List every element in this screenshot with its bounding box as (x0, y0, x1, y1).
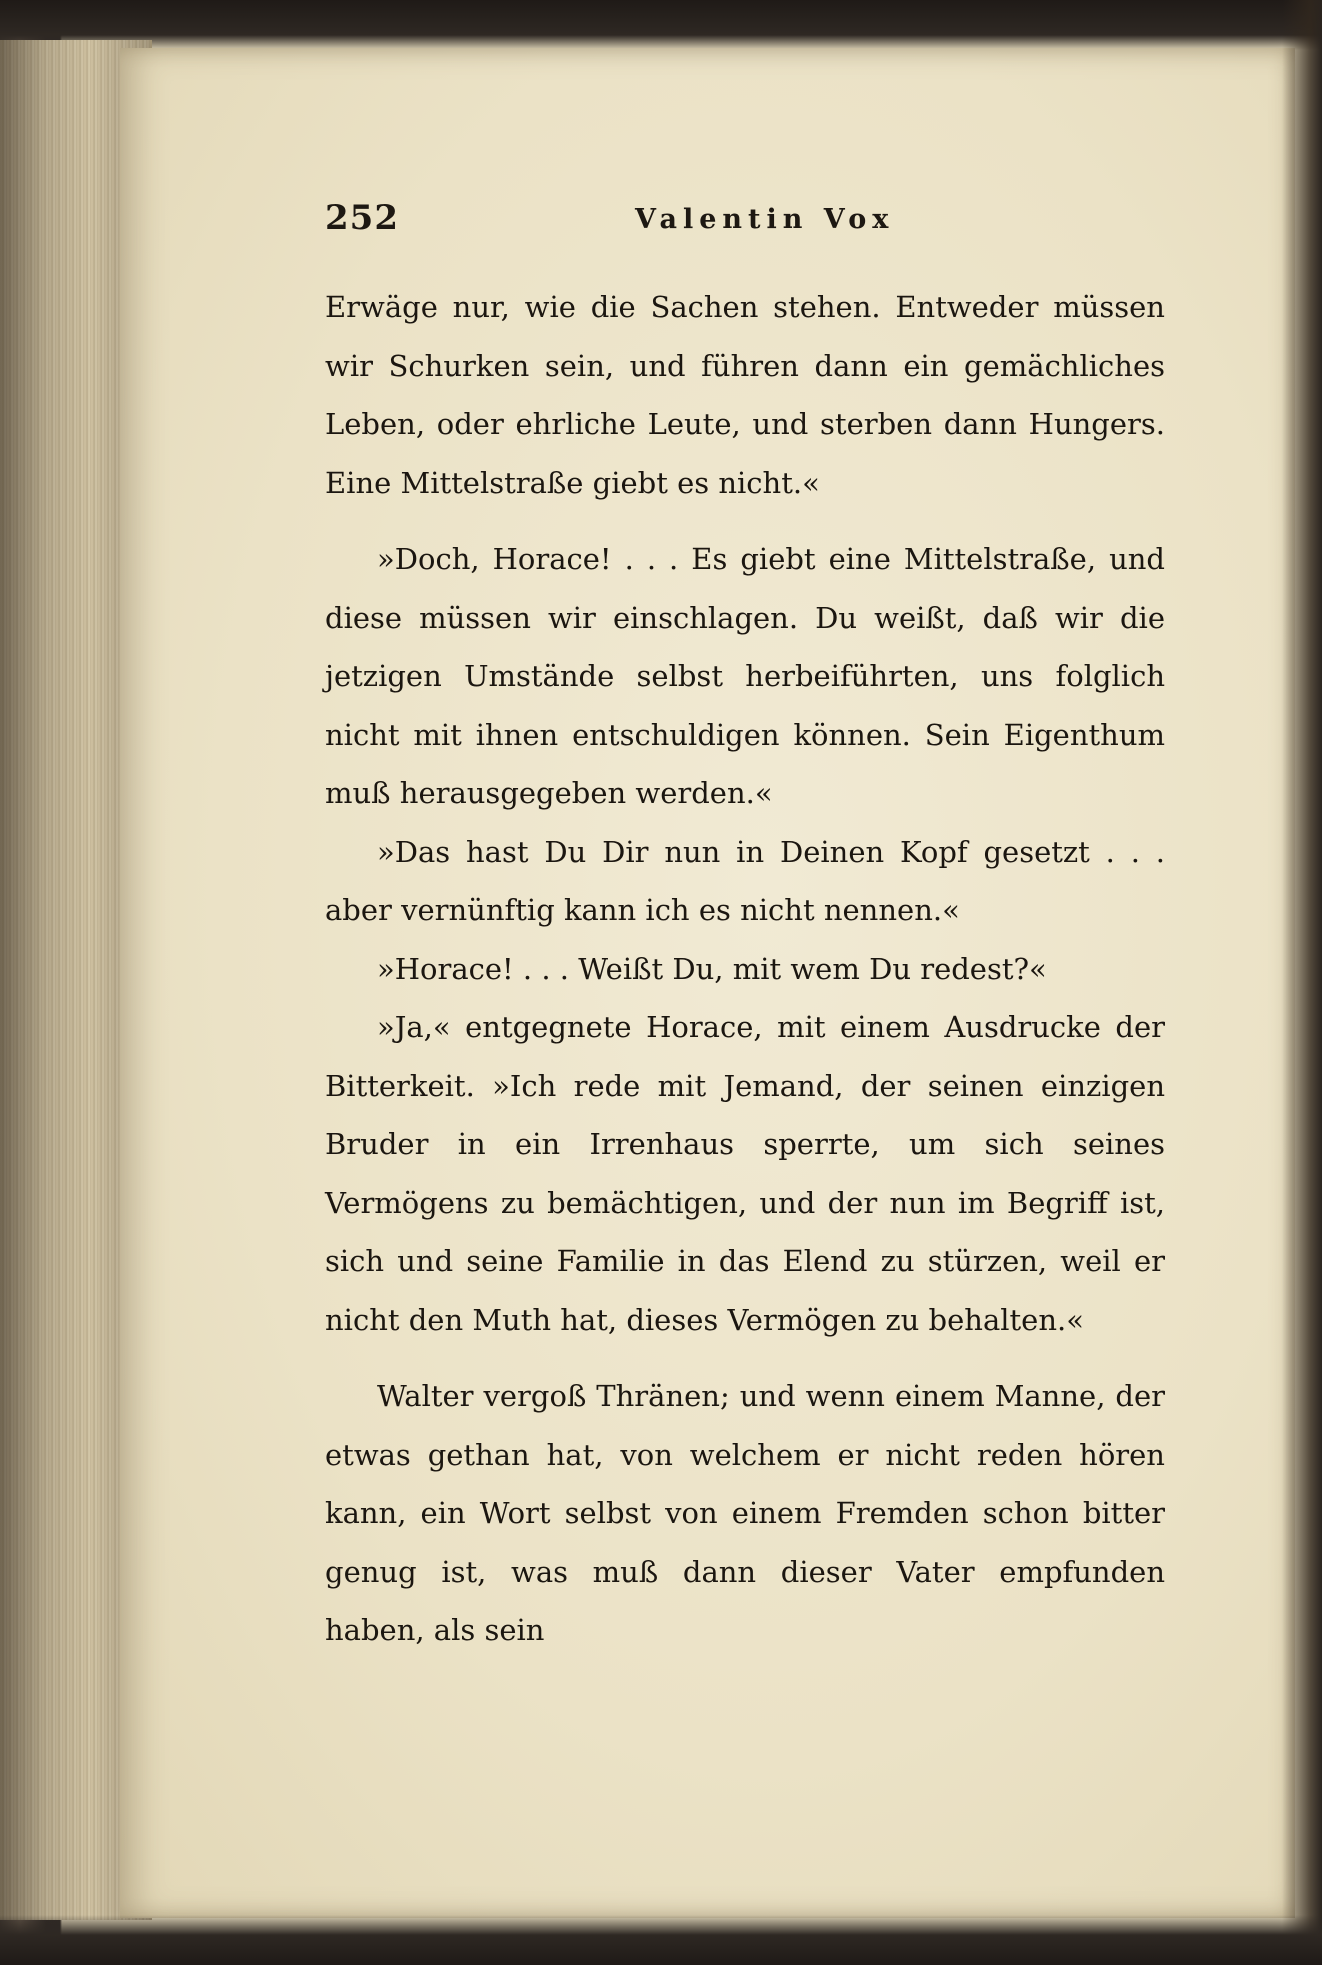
paragraph: »Doch, Horace! . . . Es giebt eine Mittelstraße, und diese müssen wir einschlagen. Du weißt, daß wir die jetzigen Umstände selbst herbeiführten, uns folglich nicht mit ihnen entschuldigen können. Sein Eigenthum muß herausgegeben werden.« (325, 542, 1165, 810)
page-header (325, 198, 1185, 258)
paragraph: Walter vergoß Thränen; und wenn einem Manne, der etwas gethan hat, von welchem er nicht reden hören kann, ein Wort selbst von einem Fremden schon bitter genug ist, was muß dann dieser Vater empfunden haben, als sein (325, 1379, 1165, 1647)
scan-top-border (0, 0, 1322, 50)
scan-right-border (1282, 0, 1322, 1965)
scan-bottom-border (0, 1915, 1322, 1965)
running-title: Valentin Vox (635, 204, 895, 235)
page-number: 252 (325, 198, 399, 238)
paragraph: »Ja,« entgegnete Horace, mit einem Ausdrucke der Bitterkeit. »Ich rede mit Jemand, der seinen einzigen Bruder in ein Irrenhaus sperrte, um sich seines Vermögens zu bemächtigen, und der nun im Begriff ist, sich und seine Familie in das Elend zu stürzen, weil er nicht den Muth hat, dieses Vermögen zu behalten.« (325, 1010, 1165, 1337)
paragraph: »Horace! . . . Weißt Du, mit wem Du redest?« (377, 951, 1047, 986)
paragraph: Erwäge nur, wie die Sachen stehen. Entweder müssen wir Schurken sein, und führen dann ein gemächliches Leben, oder ehrliche Leute, und sterben dann Hungers. Eine Mittelstraße giebt es nicht.« (325, 290, 1165, 500)
paragraph: »Das hast Du Dir nun in Deinen Kopf gesetzt . . . aber vernünftig kann ich es nicht nennen.« (325, 834, 1165, 927)
body-text (325, 278, 1165, 1660)
